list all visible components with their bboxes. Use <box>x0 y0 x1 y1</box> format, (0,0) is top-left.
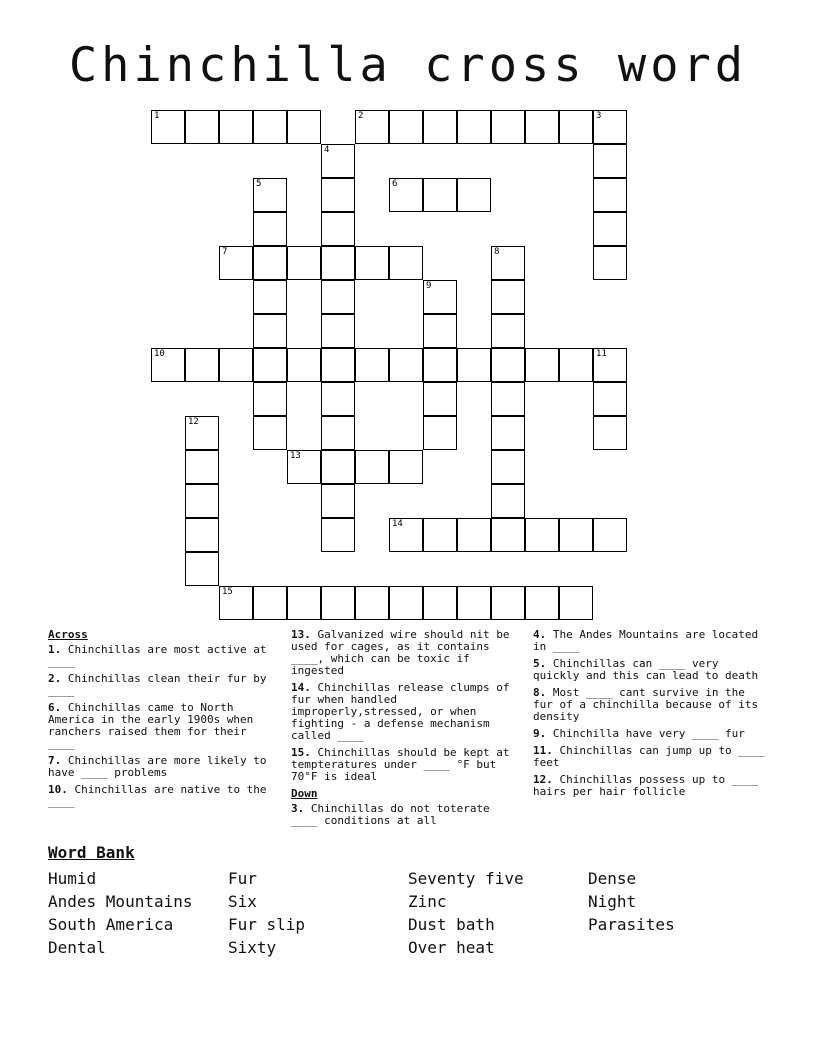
clue-number-label: 14 <box>392 519 403 529</box>
clue-item <box>48 702 278 750</box>
word-bank-word: Dense <box>588 869 637 888</box>
clue-item <box>291 803 521 827</box>
grid-cell[interactable] <box>253 280 287 314</box>
grid-cell[interactable] <box>423 280 457 314</box>
grid-cell[interactable] <box>185 518 219 552</box>
clue-text: Chinchillas are more likely to have ____ problems <box>48 754 267 779</box>
across-clue-list-continued <box>291 629 521 783</box>
word-bank-word: Parasites <box>588 915 675 934</box>
grid-cell[interactable] <box>287 348 321 382</box>
clue-text: Chinchillas do not toterate ____ conditions at all <box>291 802 490 827</box>
grid-cell[interactable] <box>457 348 491 382</box>
grid-cell[interactable] <box>491 586 525 620</box>
word-bank-word: Night <box>588 892 637 911</box>
clue-number-label: 12 <box>188 417 199 427</box>
word-bank-heading: Word Bank <box>48 843 135 862</box>
clue-number: 2. <box>48 672 62 685</box>
grid-cell[interactable] <box>321 450 355 484</box>
word-bank-word: Dental <box>48 938 106 957</box>
grid-cell[interactable] <box>151 110 185 144</box>
clue-text: Galvanized wire should nit be used for cages, as it contains ____, which can be toxic if ingested <box>291 628 510 677</box>
grid-cell[interactable] <box>491 382 525 416</box>
grid-cell[interactable] <box>457 518 491 552</box>
grid-cell[interactable] <box>185 552 219 586</box>
grid-cell[interactable] <box>321 586 355 620</box>
clue-item <box>533 687 771 723</box>
grid-cell[interactable] <box>355 450 389 484</box>
clue-number-label: 13 <box>290 451 301 461</box>
word-bank-word: Humid <box>48 869 97 888</box>
clue-number-label: 7 <box>222 247 228 257</box>
word-bank-word: Dust bath <box>408 915 495 934</box>
clue-number: 10. <box>48 783 68 796</box>
grid-cell[interactable] <box>287 586 321 620</box>
grid-cell[interactable] <box>491 416 525 450</box>
grid-cell[interactable] <box>593 518 627 552</box>
clue-item <box>291 629 521 677</box>
grid-cell[interactable] <box>219 348 253 382</box>
grid-cell[interactable] <box>593 348 627 382</box>
word-bank-word: Andes Mountains <box>48 892 193 911</box>
clue-item <box>533 745 771 769</box>
clue-text: Chinchillas should be kept at tempteratures under ____ °F but 70°F is ideal <box>291 746 510 783</box>
word-bank-word: Zinc <box>408 892 447 911</box>
grid-cell[interactable] <box>287 110 321 144</box>
clue-number-label: 6 <box>392 179 398 189</box>
grid-cell[interactable] <box>253 314 287 348</box>
clue-number: 3. <box>291 802 305 815</box>
grid-cell[interactable] <box>491 518 525 552</box>
clue-item <box>291 747 521 783</box>
grid-cell[interactable] <box>491 450 525 484</box>
grid-cell[interactable] <box>185 348 219 382</box>
grid-cell[interactable] <box>389 178 423 212</box>
clues-column-3 <box>533 629 771 803</box>
word-bank-column <box>228 867 408 959</box>
clue-text: Chinchillas are native to the ____ <box>48 783 267 808</box>
across-clue-list <box>48 644 278 808</box>
grid-cell[interactable] <box>491 348 525 382</box>
grid-cell[interactable] <box>457 586 491 620</box>
clue-text: The Andes Mountains are located in ____ <box>533 628 759 653</box>
clue-item <box>48 784 278 808</box>
clue-item <box>533 658 771 682</box>
grid-cell[interactable] <box>321 178 355 212</box>
word-bank-word: Over heat <box>408 938 495 957</box>
grid-cell[interactable] <box>185 416 219 450</box>
word-bank-word: Sixty <box>228 938 277 957</box>
clue-number: 7. <box>48 754 62 767</box>
clue-text: Chinchillas clean their fur by ____ <box>48 672 267 697</box>
grid-cell[interactable] <box>321 280 355 314</box>
clue-number-label: 11 <box>596 349 607 359</box>
clue-number: 12. <box>533 773 553 786</box>
down-clue-list <box>291 803 521 827</box>
clue-number: 5. <box>533 657 547 670</box>
grid-cell[interactable] <box>559 348 593 382</box>
clue-number: 15. <box>291 746 311 759</box>
clue-item <box>48 644 278 668</box>
clue-item <box>533 774 771 798</box>
grid-cell[interactable] <box>525 348 559 382</box>
grid-cell[interactable] <box>253 110 287 144</box>
clue-item <box>291 682 521 742</box>
word-bank-word: Fur <box>228 869 257 888</box>
clue-item <box>48 755 278 779</box>
grid-cell[interactable] <box>185 450 219 484</box>
clue-text: Chinchillas came to North America in the early 1900s when ranchers raised them for their ____ <box>48 701 254 750</box>
grid-cell[interactable] <box>321 314 355 348</box>
grid-cell[interactable] <box>151 348 185 382</box>
clue-number: 13. <box>291 628 311 641</box>
grid-cell[interactable] <box>355 586 389 620</box>
grid-cell[interactable] <box>253 586 287 620</box>
word-bank-word: Fur slip <box>228 915 306 934</box>
grid-cell[interactable] <box>423 586 457 620</box>
down-heading: Down <box>291 787 318 800</box>
grid-cell[interactable] <box>389 246 423 280</box>
grid-cell[interactable] <box>593 110 627 144</box>
clues-column-1 <box>48 629 278 813</box>
clue-number-label: 10 <box>154 349 165 359</box>
clue-number-label: 2 <box>358 111 364 121</box>
clue-number-label: 8 <box>494 247 500 257</box>
grid-cell[interactable] <box>321 212 355 246</box>
grid-cell[interactable] <box>321 484 355 518</box>
clue-number-label: 9 <box>426 281 432 291</box>
clue-number-label: 5 <box>256 179 262 189</box>
grid-cell[interactable] <box>253 212 287 246</box>
clue-text: Chinchillas release clumps of fur when handled improperly,stressed, or when fighting - a defense mechanism called ____ <box>291 681 510 742</box>
grid-cell[interactable] <box>491 110 525 144</box>
grid-cell[interactable] <box>185 110 219 144</box>
grid-cell[interactable] <box>253 416 287 450</box>
grid-cell[interactable] <box>389 586 423 620</box>
grid-cell[interactable] <box>423 348 457 382</box>
grid-cell[interactable] <box>423 416 457 450</box>
grid-cell[interactable] <box>321 246 355 280</box>
grid-cell[interactable] <box>423 382 457 416</box>
grid-cell[interactable] <box>321 348 355 382</box>
clue-number-label: 1 <box>154 111 160 121</box>
grid-cell[interactable] <box>389 348 423 382</box>
clue-number: 1. <box>48 643 62 656</box>
grid-cell[interactable] <box>219 110 253 144</box>
grid-cell[interactable] <box>253 246 287 280</box>
grid-cell[interactable] <box>219 246 253 280</box>
grid-cell[interactable] <box>423 178 457 212</box>
clue-item <box>533 629 771 653</box>
grid-cell[interactable] <box>321 144 355 178</box>
across-heading: Across <box>48 628 88 641</box>
grid-cell[interactable] <box>593 416 627 450</box>
grid-cell[interactable] <box>287 450 321 484</box>
grid-cell[interactable] <box>525 586 559 620</box>
clue-item <box>533 728 771 740</box>
grid-cell[interactable] <box>321 382 355 416</box>
clue-text: Chinchillas possess up to ____ hairs per hair follicle <box>533 773 759 798</box>
grid-cell[interactable] <box>457 110 491 144</box>
grid-cell[interactable] <box>423 518 457 552</box>
word-bank-column <box>48 867 228 959</box>
clue-number-label: 15 <box>222 587 233 597</box>
clue-item <box>48 673 278 697</box>
grid-cell[interactable] <box>491 280 525 314</box>
grid-cell[interactable] <box>491 246 525 280</box>
grid-cell[interactable] <box>593 178 627 212</box>
word-bank-column <box>408 867 588 959</box>
grid-cell[interactable] <box>457 178 491 212</box>
word-bank-word: Six <box>228 892 257 911</box>
grid-cell[interactable] <box>287 246 321 280</box>
grid-cell[interactable] <box>525 110 559 144</box>
word-bank-word: South America <box>48 915 174 934</box>
clue-number: 9. <box>533 727 547 740</box>
grid-cell[interactable] <box>389 450 423 484</box>
grid-cell[interactable] <box>559 110 593 144</box>
grid-cell[interactable] <box>491 484 525 518</box>
grid-cell[interactable] <box>593 212 627 246</box>
grid-cell[interactable] <box>253 178 287 212</box>
clue-number-label: 3 <box>596 111 602 121</box>
grid-cell[interactable] <box>491 314 525 348</box>
grid-cell[interactable] <box>389 518 423 552</box>
down-clue-list-continued <box>533 629 771 798</box>
clue-text: Chinchillas can ____ very quickly and this can lead to death <box>533 657 759 682</box>
grid-cell[interactable] <box>253 348 287 382</box>
grid-cell[interactable] <box>559 518 593 552</box>
grid-cell[interactable] <box>219 586 253 620</box>
grid-cell[interactable] <box>389 110 423 144</box>
grid-cell[interactable] <box>355 246 389 280</box>
clue-number: 4. <box>533 628 547 641</box>
grid-cell[interactable] <box>593 382 627 416</box>
grid-cell[interactable] <box>559 586 593 620</box>
grid-cell[interactable] <box>355 348 389 382</box>
page-title: Chinchilla cross word <box>68 38 748 93</box>
grid-cell[interactable] <box>525 518 559 552</box>
grid-cell[interactable] <box>423 110 457 144</box>
grid-cell[interactable] <box>593 144 627 178</box>
grid-cell[interactable] <box>185 484 219 518</box>
word-bank-column <box>588 867 768 936</box>
clues-column-2 <box>291 629 521 832</box>
grid-cell[interactable] <box>321 416 355 450</box>
grid-cell[interactable] <box>423 314 457 348</box>
clue-text: Most ____ cant survive in the fur of a chinchilla because of its density <box>533 686 759 723</box>
grid-cell[interactable] <box>593 246 627 280</box>
grid-cell[interactable] <box>355 110 389 144</box>
grid-cell[interactable] <box>321 518 355 552</box>
grid-cell[interactable] <box>253 382 287 416</box>
clue-text: Chinchilla have very ____ fur <box>546 727 745 740</box>
clue-number: 8. <box>533 686 547 699</box>
clue-number: 6. <box>48 701 62 714</box>
clue-number: 11. <box>533 744 553 757</box>
word-bank-word: Seventy five <box>408 869 524 888</box>
clue-number-label: 4 <box>324 145 330 155</box>
clue-number: 14. <box>291 681 311 694</box>
clue-text: Chinchillas are most active at ____ <box>48 643 267 668</box>
clue-text: Chinchillas can jump up to ____ feet <box>533 744 765 769</box>
